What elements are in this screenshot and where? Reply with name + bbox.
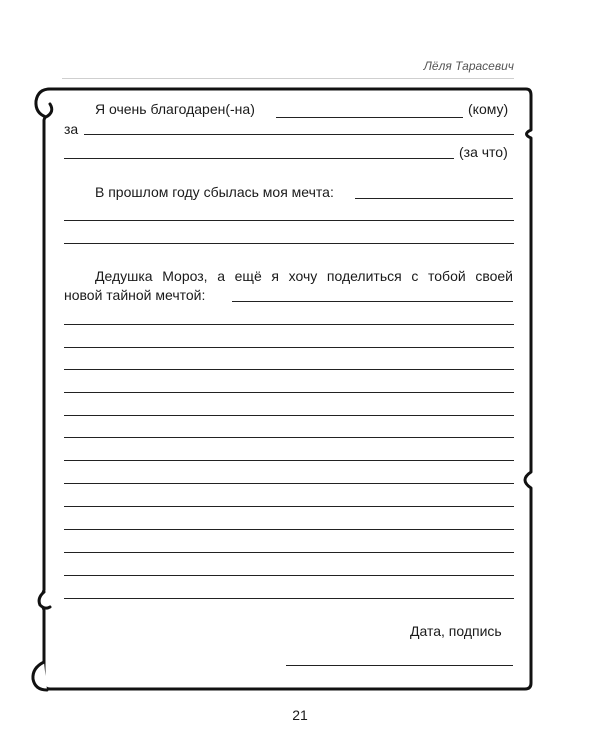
writing-line[interactable] — [64, 506, 514, 507]
writing-line[interactable] — [64, 243, 514, 244]
page-number: 21 — [292, 707, 308, 723]
writing-line[interactable] — [64, 324, 514, 325]
writing-line[interactable] — [64, 483, 514, 484]
signature-label: Дата, подпись — [410, 623, 502, 639]
writing-line-new-dream[interactable] — [232, 301, 513, 302]
writing-line[interactable] — [64, 392, 514, 393]
writing-line-for-what[interactable] — [64, 158, 454, 159]
new-dream-text-line2: новой тайной мечтой: — [64, 287, 206, 303]
for-label: за — [64, 121, 79, 137]
writing-line[interactable] — [64, 220, 514, 221]
author-name: Лёля Тарасевич — [423, 59, 514, 73]
writing-line-for[interactable] — [84, 134, 514, 135]
writing-line-dream[interactable] — [355, 198, 513, 199]
writing-line[interactable] — [64, 437, 514, 438]
writing-line[interactable] — [64, 460, 514, 461]
writing-line[interactable] — [64, 347, 514, 348]
new-dream-text-line1: Дедушка Мороз, а ещё я хочу поделиться с тобой своей — [95, 268, 513, 284]
for-what-label: (за что) — [459, 144, 508, 160]
writing-line[interactable] — [64, 529, 514, 530]
dream-prompt: В прошлом году сбылась моя мечта: — [95, 184, 334, 200]
to-whom-label: (кому) — [468, 101, 509, 117]
writing-line[interactable] — [64, 415, 514, 416]
writing-line[interactable] — [64, 552, 514, 553]
signature-line[interactable] — [286, 665, 513, 666]
writing-line[interactable] — [64, 598, 514, 599]
writing-line-to-whom[interactable] — [276, 117, 463, 118]
writing-line[interactable] — [64, 575, 514, 576]
gratitude-line-start: Я очень благодарен(-на) — [95, 101, 255, 117]
writing-line[interactable] — [64, 369, 514, 370]
